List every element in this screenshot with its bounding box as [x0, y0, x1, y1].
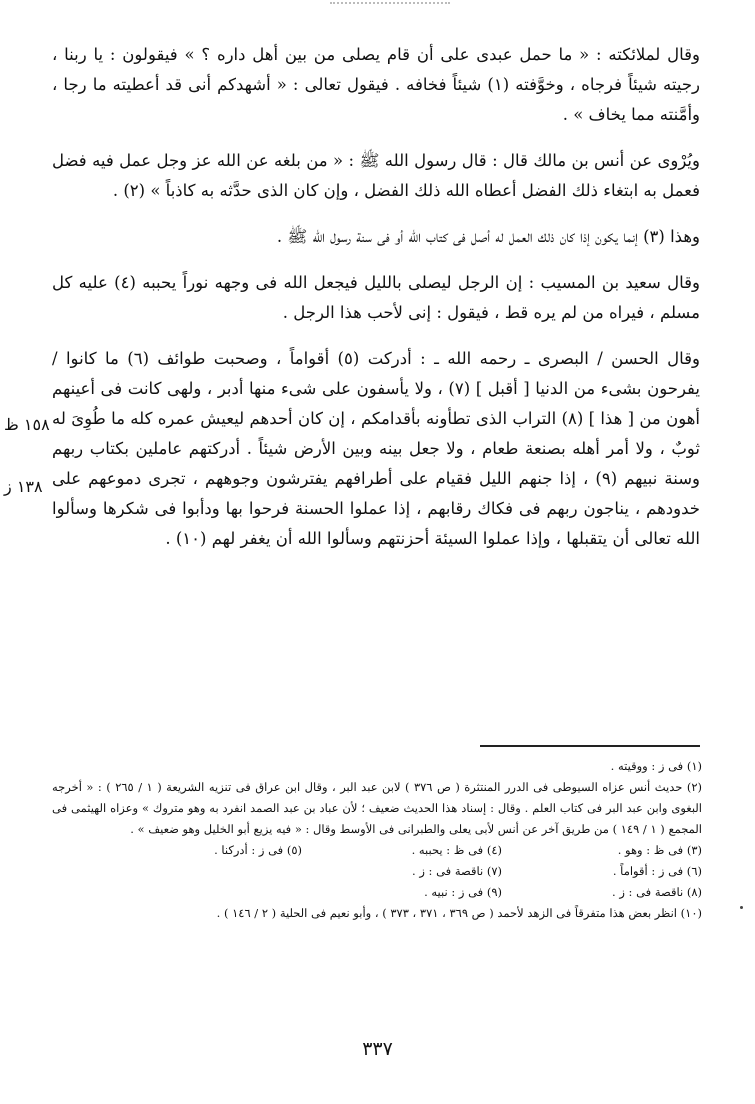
scan-speck [740, 906, 743, 909]
footnote: (٣) فى ظ : وهو . [617, 843, 702, 857]
paragraph: ويُرْوى عن أنس بن مالك قال : قال رسول الله ﷺ : « من بلغه عن الله عز وجل عمل فيه فضل فعمل به ابتغاء ذلك الفضل أعطاه الله ذلك الفضل ، وإن كان الذى حدَّثه به كاذباً » (٢) . [52, 151, 700, 200]
margin-manuscript-ref: ١٥٨ ظ [4, 415, 50, 434]
margin-manuscript-ref: ١٣٨ ز [4, 477, 43, 496]
header-dots [330, 2, 450, 10]
paragraph: وقال سعيد بن المسيب : إن الرجل ليصلى بالليل فيجعل الله فى وجهه نوراً يحببه (٤) عليه كل مسلم ، فيراه من لم يره قط ، فيقول : إنى لأحب هذا الرجل . [52, 273, 701, 322]
footnote: (٦) فى ز : أقواماً . [612, 864, 702, 878]
footnotes [52, 756, 702, 924]
footnote: (٥) فى ز : أدركنا . [214, 843, 302, 857]
main-text [52, 40, 700, 564]
page-number: ٣٣٧ [362, 1038, 393, 1060]
footnote-row [52, 840, 702, 861]
footnote: (٢) حديث أنس عزاه السيوطى فى الدرر المنتثرة ( ص ٣٧٦ ) لابن عبد البر ، وقال ابن عراق فى تنزيه الشريعة ( ١ / ٢٦٥ ) : « أخرجه البغوى وابن عبد البر فى كتاب العلم . وقال : إسناد هذا الحديث ضعيف ؛ لأن عباد بن عبد الصمد انفرد به وهو متروك » وعزاه الهيثمى فى المجمع ( ١ / ١٤٩ ) من طريق آخر عن أنس لأبى يعلى والطبرانى فى الأوسط وقال : « فيه يزيع أبو الخليل وهو ضعيف » . [52, 780, 703, 836]
footnote: (٤) فى ظ : يحببه . [411, 843, 502, 857]
paragraph: وقال الحسن / البصرى ـ رحمه الله ـ : أدركت (٥) أقواماً ، وصحبت طوائف (٦) ما كانوا / يفرحون بشىء من الدنيا [ أقبل ] (٧) ، ولا يأسفون على شىء منها أدبر ، ولهى كانت فى أعينهم أهون من [ هذا ] (٨) التراب الذى تطأونه بأقدامكم ، إن كان أحدهم ليعيش عمره كله ما طُوِىَ له ثوبٌ ، ولا أمر أهله بصنعة طعام ، ولا جعل بينه وبين الأرض شيئاً . أدركتهم عاملين بكتاب ربهم وسنة نبيهم (٩) ، إذا جنهم الليل فقيام على أطرافهم يفترشون وجوههم ، تجرى دموعهم على خدودهم ، يناجون ربهم فى فكاك رقابهم ، إذا عملوا الحسنة فرحوا بها ودأبوا فى شكرها وسألوا الله تعالى أن يتقبلها ، وإذا عملوا السيئة أحزنتهم وسألوا الله أن يغفر لهم (١٠) . [52, 349, 701, 548]
paragraph: وقال لملائكته : « ما حمل عبدى على أن قام يصلى من بين أهل داره ؟ » فيقولون : يا ربنا ، رجيته شيئاً فرجاه ، وخوَّفته (١) شيئاً فخافه . فيقول تعالى : « أشهدكم أنى قد أعطيته ما رجا ، وأمَّنته مما يخاف » . [52, 45, 700, 124]
footnote: (٧) ناقصة فى : ز . [412, 864, 502, 878]
footnote: (٩) فى ز : نبيه . [424, 885, 502, 899]
footnote: (٨) ناقصة فى : ز . [612, 885, 702, 899]
footnote: (١) فى ز : ووقيته . [610, 759, 702, 773]
footnote-row [52, 861, 702, 882]
footnote-separator [480, 745, 700, 747]
paragraph: وهذا (٣) إنما يكون إذا كان ذلك العمل له أصل فى كتاب الله أو فى سنة رسول الله ﷺ . [276, 227, 700, 246]
footnote: (١٠) انظر بعض هذا متفرقاً فى الزهد لأحمد ( ص ٣٦٩ ، ٣٧١ ، ٣٧٣ ) ، وأبو نعيم فى الحلية ( ٢ / ١٤٦ ) . [216, 906, 702, 920]
footnote-row [52, 882, 702, 903]
